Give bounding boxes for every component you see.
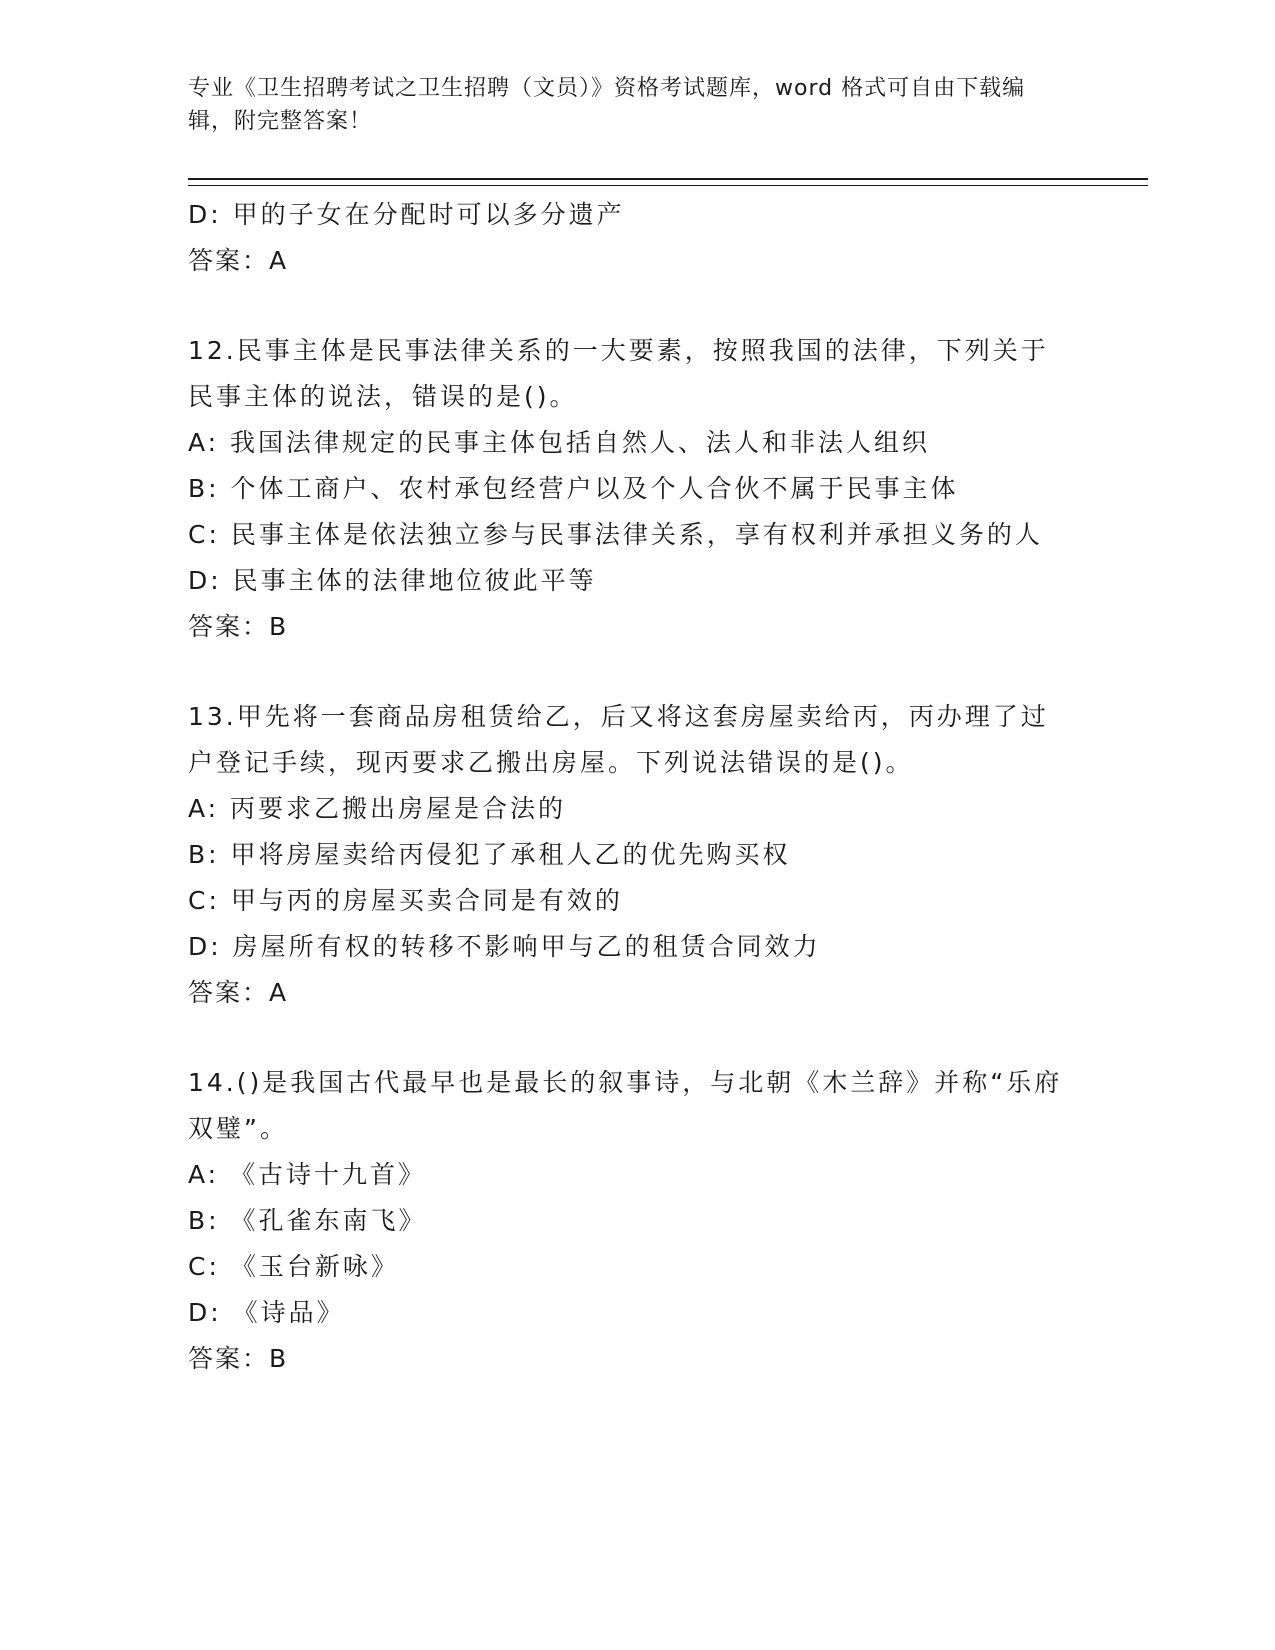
option-a: A: 我国法律规定的民事主体包括自然人、法人和非法人组织: [188, 428, 931, 457]
option-b: B: 个体工商户、农村承包经营户以及个人合伙不属于民事主体: [188, 474, 959, 503]
question-stem: 13.甲先将一套商品房租赁给乙，后又将这套房屋卖给丙，丙办理了过户登记手续，现丙要求乙搬出房屋。下列说法错误的是()。: [188, 702, 1049, 777]
answer-line: 答案：A: [188, 246, 289, 275]
document-page: [188, 72, 1148, 1382]
option-d: D: 《诗品》: [188, 1298, 345, 1327]
option-c: C: 《玉台新咏》: [188, 1252, 399, 1281]
option-b: B: 《孔雀东南飞》: [188, 1206, 427, 1235]
answer-line: 答案：B: [188, 1344, 289, 1373]
question-stem: 14.()是我国古代最早也是最长的叙事诗，与北朝《木兰辞》并称“乐府双璧”。: [188, 1068, 1063, 1143]
question-13: [188, 694, 1148, 1016]
question-12: [188, 328, 1148, 650]
option-d: D: 房屋所有权的转移不影响甲与乙的租赁合同效力: [188, 932, 821, 961]
question-stem: 12.民事主体是民事法律关系的一大要素，按照我国的法律，下列关于民事主体的说法，错误的是()。: [188, 336, 1049, 411]
option-a: A: 《古诗十九首》: [188, 1160, 427, 1189]
option-c: C: 民事主体是依法独立参与民事法律关系，享有权利并承担义务的人: [188, 520, 1043, 549]
option-b: B: 甲将房屋卖给丙侵犯了承租人乙的优先购买权: [188, 840, 791, 869]
answer-line: 答案：A: [188, 978, 289, 1007]
previous-question-tail: [188, 192, 1148, 284]
header-divider: [188, 178, 1148, 186]
option-a: A: 丙要求乙搬出房屋是合法的: [188, 794, 567, 823]
question-14: [188, 1060, 1148, 1382]
document-header: 专业《卫生招聘考试之卫生招聘（文员）》资格考试题库，word 格式可自由下载编辑，附完整答案！: [188, 76, 1026, 134]
option-d: D: 民事主体的法律地位彼此平等: [188, 566, 597, 595]
option-c: C: 甲与丙的房屋买卖合同是有效的: [188, 886, 623, 915]
answer-line: 答案：B: [188, 612, 289, 641]
option-d: D: 甲的子女在分配时可以多分遗产: [188, 200, 625, 229]
